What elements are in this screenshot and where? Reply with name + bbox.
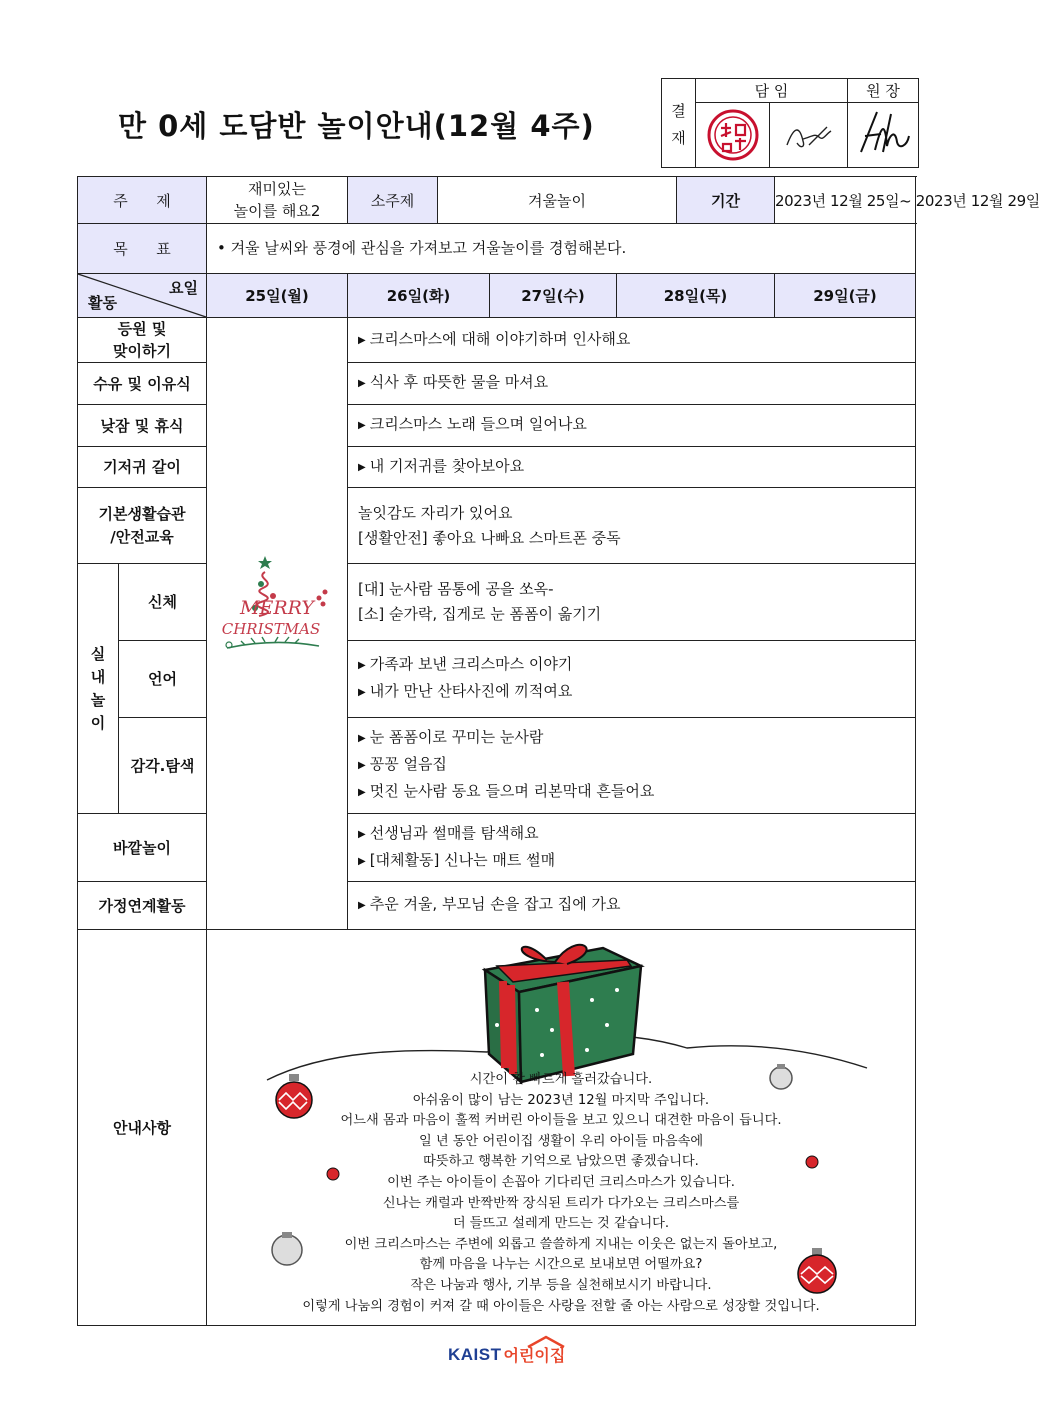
notice-line: 아쉬움이 많이 남는 2023년 12월 마지막 주입니다. bbox=[412, 1092, 710, 1108]
kindergarten-logo-text: 어린이집 bbox=[503, 1346, 566, 1365]
director-header: 원 장 bbox=[848, 79, 919, 103]
weekday-label: 요일 bbox=[169, 279, 198, 297]
notice-content bbox=[207, 930, 916, 1326]
meal-item: ▶ 식사 후 따뜻한 물을 마셔요 bbox=[358, 373, 549, 391]
kaist-logo-text: KAIST bbox=[448, 1344, 502, 1364]
greeting-content bbox=[348, 318, 916, 363]
day-wednesday: 27일(수) bbox=[490, 274, 617, 318]
goal-value: • 겨울 날씨와 풍경에 관심을 가져보고 겨울놀이를 경험해본다. bbox=[207, 224, 916, 274]
merry-text: MERRY bbox=[240, 597, 314, 619]
habit-line-2: [생활안전] 좋아요 나빠요 스마트폰 중독 bbox=[358, 528, 621, 547]
period-label: 기간 bbox=[677, 177, 775, 224]
diaper-item: ▶ 내 기저귀를 찾아보아요 bbox=[358, 456, 525, 475]
language-item-text: 가족과 보낸 크리스마스 이야기 bbox=[369, 655, 573, 673]
diaper-content bbox=[348, 447, 916, 488]
day-friday: 29일(금) bbox=[775, 274, 916, 318]
outdoor-item-text: 선생님과 썰매를 탐색해요 bbox=[369, 823, 539, 842]
nap-content bbox=[348, 405, 916, 447]
outdoor-item: ▶ [대체활동] 신나는 매트 썰매 bbox=[358, 850, 556, 869]
diaper-label: 기저귀 갈이 bbox=[78, 447, 207, 488]
notice-line: 더 들뜨고 설레게 만드는 것 같습니다. bbox=[452, 1216, 670, 1232]
period-value: 2023년 12월 25일~ 2023년 12월 29일 bbox=[775, 177, 916, 224]
page-title: 만 0세 도담반 놀이안내(12월 4주) bbox=[118, 109, 595, 143]
habit-label: 기본생활습관 /안전교육 bbox=[78, 488, 207, 564]
indoor-play-label: 실 내 놀 이 bbox=[78, 564, 119, 814]
notice-line: 신나는 캐럴과 반짝반짝 장식된 트리가 다가오는 크리스마스를 bbox=[382, 1195, 740, 1211]
physical-line-2: [소] 숟가락, 집게로 눈 폼폼이 옮기기 bbox=[358, 605, 602, 623]
teacher-signature bbox=[770, 115, 847, 155]
meal-label: 수유 및 이유식 bbox=[78, 363, 207, 405]
approval-box bbox=[661, 78, 919, 168]
notice-line: 함께 마음을 나누는 시간으로 보내보면 어떨까요? bbox=[419, 1257, 703, 1273]
topic-value: 재미있는 놀이를 해요2 bbox=[207, 177, 348, 224]
activity-label: 활동 bbox=[88, 294, 117, 312]
diaper-item-text: 내 기저귀를 찾아보아요 bbox=[369, 456, 525, 475]
topic-label: 주 제 bbox=[78, 177, 207, 224]
greeting-label: 등원 및 맞이하기 bbox=[78, 318, 207, 363]
nap-item: ▶ 크리스마스 노래 들으며 일어나요 bbox=[358, 415, 587, 433]
holiday-art-cell bbox=[207, 318, 348, 930]
sensory-item-text: 멋진 눈사람 동요 들으며 리본막대 흔들어요 bbox=[369, 782, 655, 800]
teacher-header: 담 임 bbox=[696, 79, 848, 103]
habit-content bbox=[348, 488, 916, 564]
sensory-item: ▶ 꽁꽁 얼음집 bbox=[358, 755, 447, 773]
notice-label: 안내사항 bbox=[78, 930, 207, 1326]
meal-item-text: 식사 후 따뜻한 물을 마셔요 bbox=[369, 373, 549, 391]
physical-line-1: [대] 눈사람 몸통에 공을 쏘옥- bbox=[358, 580, 554, 598]
house-roof-icon bbox=[526, 1335, 566, 1349]
notice-line: 이번 크리스마스는 주변에 외롭고 쓸쓸하게 지내는 이웃은 없는지 돌아보고, bbox=[344, 1236, 778, 1252]
sensory-item-text: 꽁꽁 얼음집 bbox=[369, 755, 447, 773]
nap-label: 낮잠 및 휴식 bbox=[78, 405, 207, 447]
teacher-seal bbox=[696, 103, 770, 167]
director-signature-icon bbox=[851, 106, 915, 160]
gift-box-icon bbox=[485, 945, 641, 1082]
notice-line: 이번 주는 아이들이 손꼽아 기다리던 크리스마스가 있습니다. bbox=[387, 1174, 735, 1190]
red-seal-stamp-icon bbox=[706, 108, 760, 162]
language-item-text: 내가 만난 산타사진에 끼적여요 bbox=[369, 682, 573, 700]
approval-label-text: 결 재 bbox=[671, 102, 686, 147]
footer-logo bbox=[448, 1343, 565, 1366]
greeting-item-text: 크리스마스에 대해 이야기하며 인사해요 bbox=[369, 329, 631, 348]
home-item: ▶ 추운 겨울, 부모님 손을 잡고 집에 가요 bbox=[358, 895, 621, 913]
home-content bbox=[348, 882, 916, 930]
day-thursday: 28일(목) bbox=[617, 274, 775, 318]
teacher-signature-cell bbox=[696, 103, 848, 168]
language-item: ▶ 가족과 보낸 크리스마스 이야기 bbox=[358, 655, 573, 673]
goal-label: 목 표 bbox=[78, 224, 207, 274]
language-label: 언어 bbox=[119, 641, 207, 718]
kindergarten-logo bbox=[504, 1343, 566, 1366]
home-label: 가정연계활동 bbox=[78, 882, 207, 930]
notice-line: 일 년 동안 어린이집 생활이 우리 아이들 마음속에 bbox=[418, 1133, 704, 1149]
notice-line: 작은 나눔과 행사, 기부 등을 실천해보시기 바랍니다. bbox=[410, 1277, 712, 1293]
weekday-activity-header bbox=[78, 274, 207, 318]
notice-line: 이렇게 나눔의 경험이 커져 갈 때 아이들은 사랑을 전할 줄 아는 사람으로 성장할 것입니다. bbox=[302, 1298, 820, 1314]
plan-table bbox=[77, 176, 1040, 1326]
language-item: ▶ 내가 만난 산타사진에 끼적여요 bbox=[358, 682, 573, 700]
outdoor-label: 바깥놀이 bbox=[78, 814, 207, 882]
sensory-item-text: 눈 폼폼이로 꾸미는 눈사람 bbox=[369, 728, 544, 746]
habit-line-1: 놀잇감도 자리가 있어요 bbox=[358, 503, 513, 522]
physical-label: 신체 bbox=[119, 564, 207, 641]
day-monday: 25일(월) bbox=[207, 274, 348, 318]
nap-item-text: 크리스마스 노래 들으며 일어나요 bbox=[369, 415, 587, 433]
sensory-item: ▶ 멋진 눈사람 동요 들으며 리본막대 흔들어요 bbox=[358, 782, 655, 800]
physical-content bbox=[348, 564, 916, 641]
outdoor-item: ▶ 선생님과 썰매를 탐색해요 bbox=[358, 823, 539, 842]
day-tuesday: 26일(화) bbox=[348, 274, 490, 318]
christmas-text: CHRISTMAS bbox=[221, 620, 321, 638]
sensory-content bbox=[348, 718, 916, 814]
subtopic-value: 겨울놀이 bbox=[438, 177, 677, 224]
approval-label bbox=[662, 79, 696, 168]
notice-text bbox=[207, 1070, 915, 1317]
subtopic-label: 소주제 bbox=[348, 177, 438, 224]
merry-christmas-art bbox=[215, 548, 339, 662]
notice-line: 따뜻하고 행복한 기억으로 남았으면 좋겠습니다. bbox=[423, 1154, 699, 1170]
notice-line: 시간이 참 빠르게 흘러갔습니다. bbox=[469, 1072, 653, 1087]
sensory-label: 감각.탐색 bbox=[119, 718, 207, 814]
handwritten-signature-icon bbox=[779, 115, 839, 155]
language-content bbox=[348, 641, 916, 718]
sensory-item: ▶ 눈 폼폼이로 꾸미는 눈사람 bbox=[358, 728, 544, 746]
home-item-text: 추운 겨울, 부모님 손을 잡고 집에 가요 bbox=[369, 895, 621, 913]
christmas-tree-icon bbox=[215, 548, 339, 658]
outdoor-content bbox=[348, 814, 916, 882]
director-signature bbox=[848, 103, 919, 168]
meal-content bbox=[348, 363, 916, 405]
greeting-item: ▶ 크리스마스에 대해 이야기하며 인사해요 bbox=[358, 329, 631, 348]
outdoor-item-text: [대체활동] 신나는 매트 썰매 bbox=[369, 850, 556, 869]
notice-line: 어느새 몸과 마음이 훌쩍 커버린 아이들을 보고 있으니 대견한 마음이 듭니다. bbox=[340, 1113, 782, 1129]
